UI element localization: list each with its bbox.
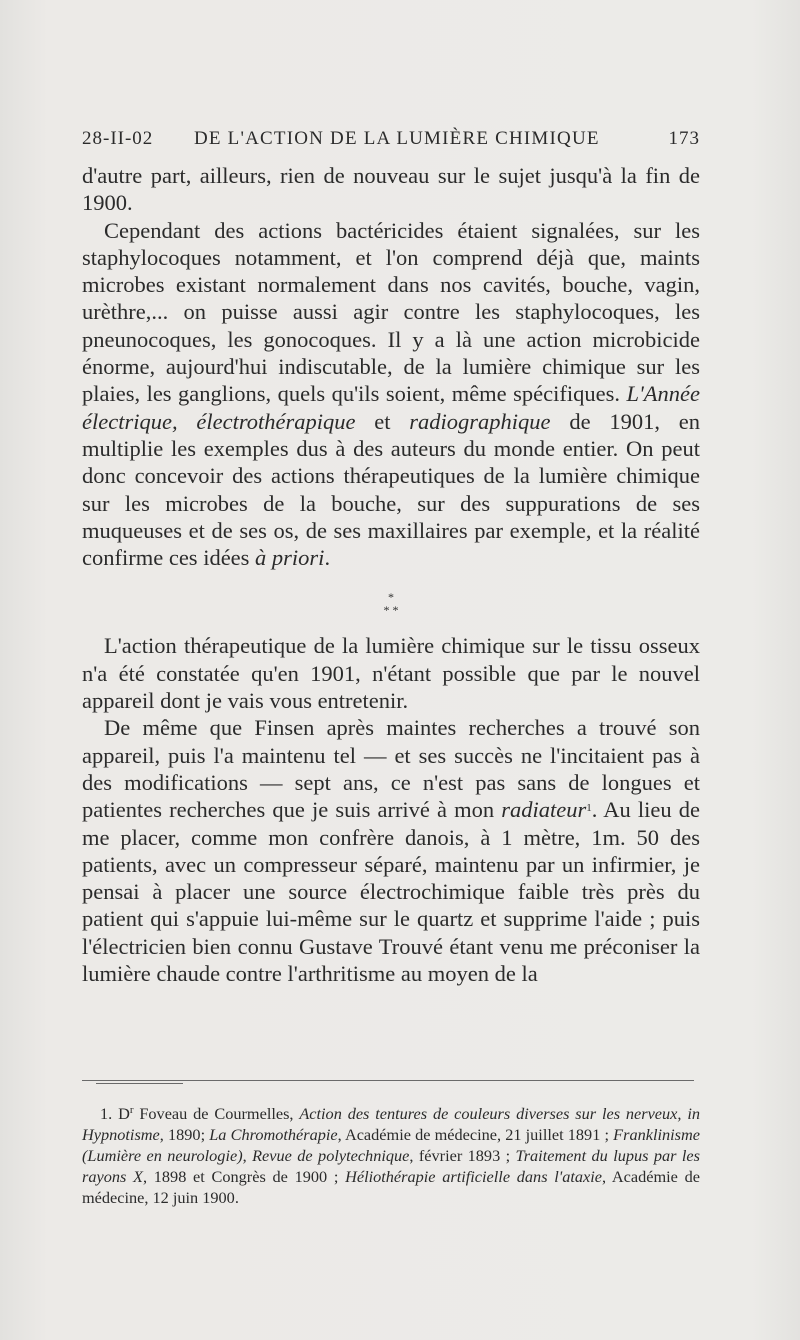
italic-title: radiographique: [409, 408, 551, 434]
italic-title: Action des tentures de couleurs diverses sur les nerveux, in Hypnotisme: [82, 1104, 700, 1144]
footnote-rule-short: [96, 1083, 183, 1084]
paragraph: [82, 217, 700, 572]
italic-title: L'Année électrique, électrothérapique: [82, 381, 700, 434]
paragraph: [82, 714, 700, 987]
text-run: de 1901, en multiplie les exemples dus à des auteurs du monde entier. On peut donc concevoir des actions thérapeutiques de la lumière chimique sur les microbes de la bouche, sur des suppurations de ses muqueuses et de ses os, de ses maxillaires par exemple, et la réalité confirme ces idées: [82, 408, 700, 571]
text-run: .: [324, 545, 331, 571]
italic-word: radiateur: [501, 797, 587, 823]
page-number: 173: [668, 128, 700, 149]
paragraph: L'action thérapeutique de la lumière chimique sur le tissu osseux n'a été constatée qu'en 1901, n'étant possible que par le nouvel appareil dont je vais vous entretenir.: [82, 633, 700, 714]
superscript: r: [129, 1104, 134, 1116]
text-run: , février 1893 ;: [409, 1146, 516, 1165]
italic-phrase: à priori: [255, 545, 325, 571]
footnote-rule: [82, 1080, 694, 1081]
text-run: Cependant des actions bactéricides étaient signalées, sur les staphylocoques notamment, et l'on comprend déjà que, maints microbes existant normalement dans nos cavités, bouche, vagin, urèthre,... on puisse aussi agir contre les staphylocoques, les pneunocoques, les gonocoques. Il y a là une action microbicide énorme, aujourd'hui indiscutable, de la lumière chimique sur les plaies, les ganglions, quels qu'ils soient, même spécifiques.: [82, 217, 700, 407]
section-separator: [82, 591, 700, 617]
running-header: [82, 128, 700, 158]
text-run: et: [355, 408, 410, 434]
footnote-number: 1.: [100, 1104, 113, 1123]
text-run: De même que Finsen après maintes recherches a trouvé son appareil, puis l'a maintenu tel — et ses succès ne l'incitaient pas à des modifications — sept ans, ce n'est pas sans de longues et patientes recherches que je suis arrivé à mon: [82, 715, 700, 823]
italic-title: Traitement du lupus par les rayons X: [82, 1146, 700, 1186]
paragraph: d'autre part, ailleurs, rien de nouveau sur le sujet jusqu'à la fin de 1900.: [82, 163, 700, 216]
header-title: DE L'ACTION DE LA LUMIÈRE CHIMIQUE: [194, 128, 600, 149]
main-text: [82, 162, 700, 987]
text-run: , Académie de médecine, 21 juillet 1891 ;: [337, 1125, 614, 1144]
text-run: , 1898 et Congrès de 1900 ;: [142, 1167, 346, 1186]
asterisk: *: [388, 590, 394, 605]
footnote: [82, 1103, 700, 1208]
footnotes: [82, 1103, 700, 1208]
footnote-ref: 1: [586, 802, 592, 815]
italic-title: Franklinisme (Lumière en neurologie): [82, 1125, 700, 1165]
header-date: 28-II-02: [82, 128, 154, 149]
italic-title: Héliothérapie artificielle dans l'ataxie: [345, 1167, 603, 1186]
italic-title: La Chromothérapie: [209, 1125, 338, 1144]
text-run: , 1890;: [159, 1125, 210, 1144]
text-run: ,: [242, 1146, 253, 1165]
text-run: . Au lieu de me placer, comme mon confrère danois, à 1 mètre, 1m. 50 des patients, avec un compresseur séparé, maintenu par un infirmier, je pensai à placer une source électrochimique faible très près du patient qui s'appuie lui-même sur le quartz et supprime l'aide ; puis l'électricien bien connu Gustave Trouvé étant venu me préconiser la lumière chaude contre l'arthritisme au moyen de la: [82, 797, 700, 987]
text-run: , Académie de médecine, 12 juin 1900.: [82, 1167, 700, 1207]
text-run: D: [118, 1104, 130, 1123]
text-run: Foveau de Courmelles,: [133, 1104, 300, 1123]
asterisks: * *: [383, 603, 399, 618]
italic-title: Revue de polytechnique: [252, 1146, 410, 1165]
